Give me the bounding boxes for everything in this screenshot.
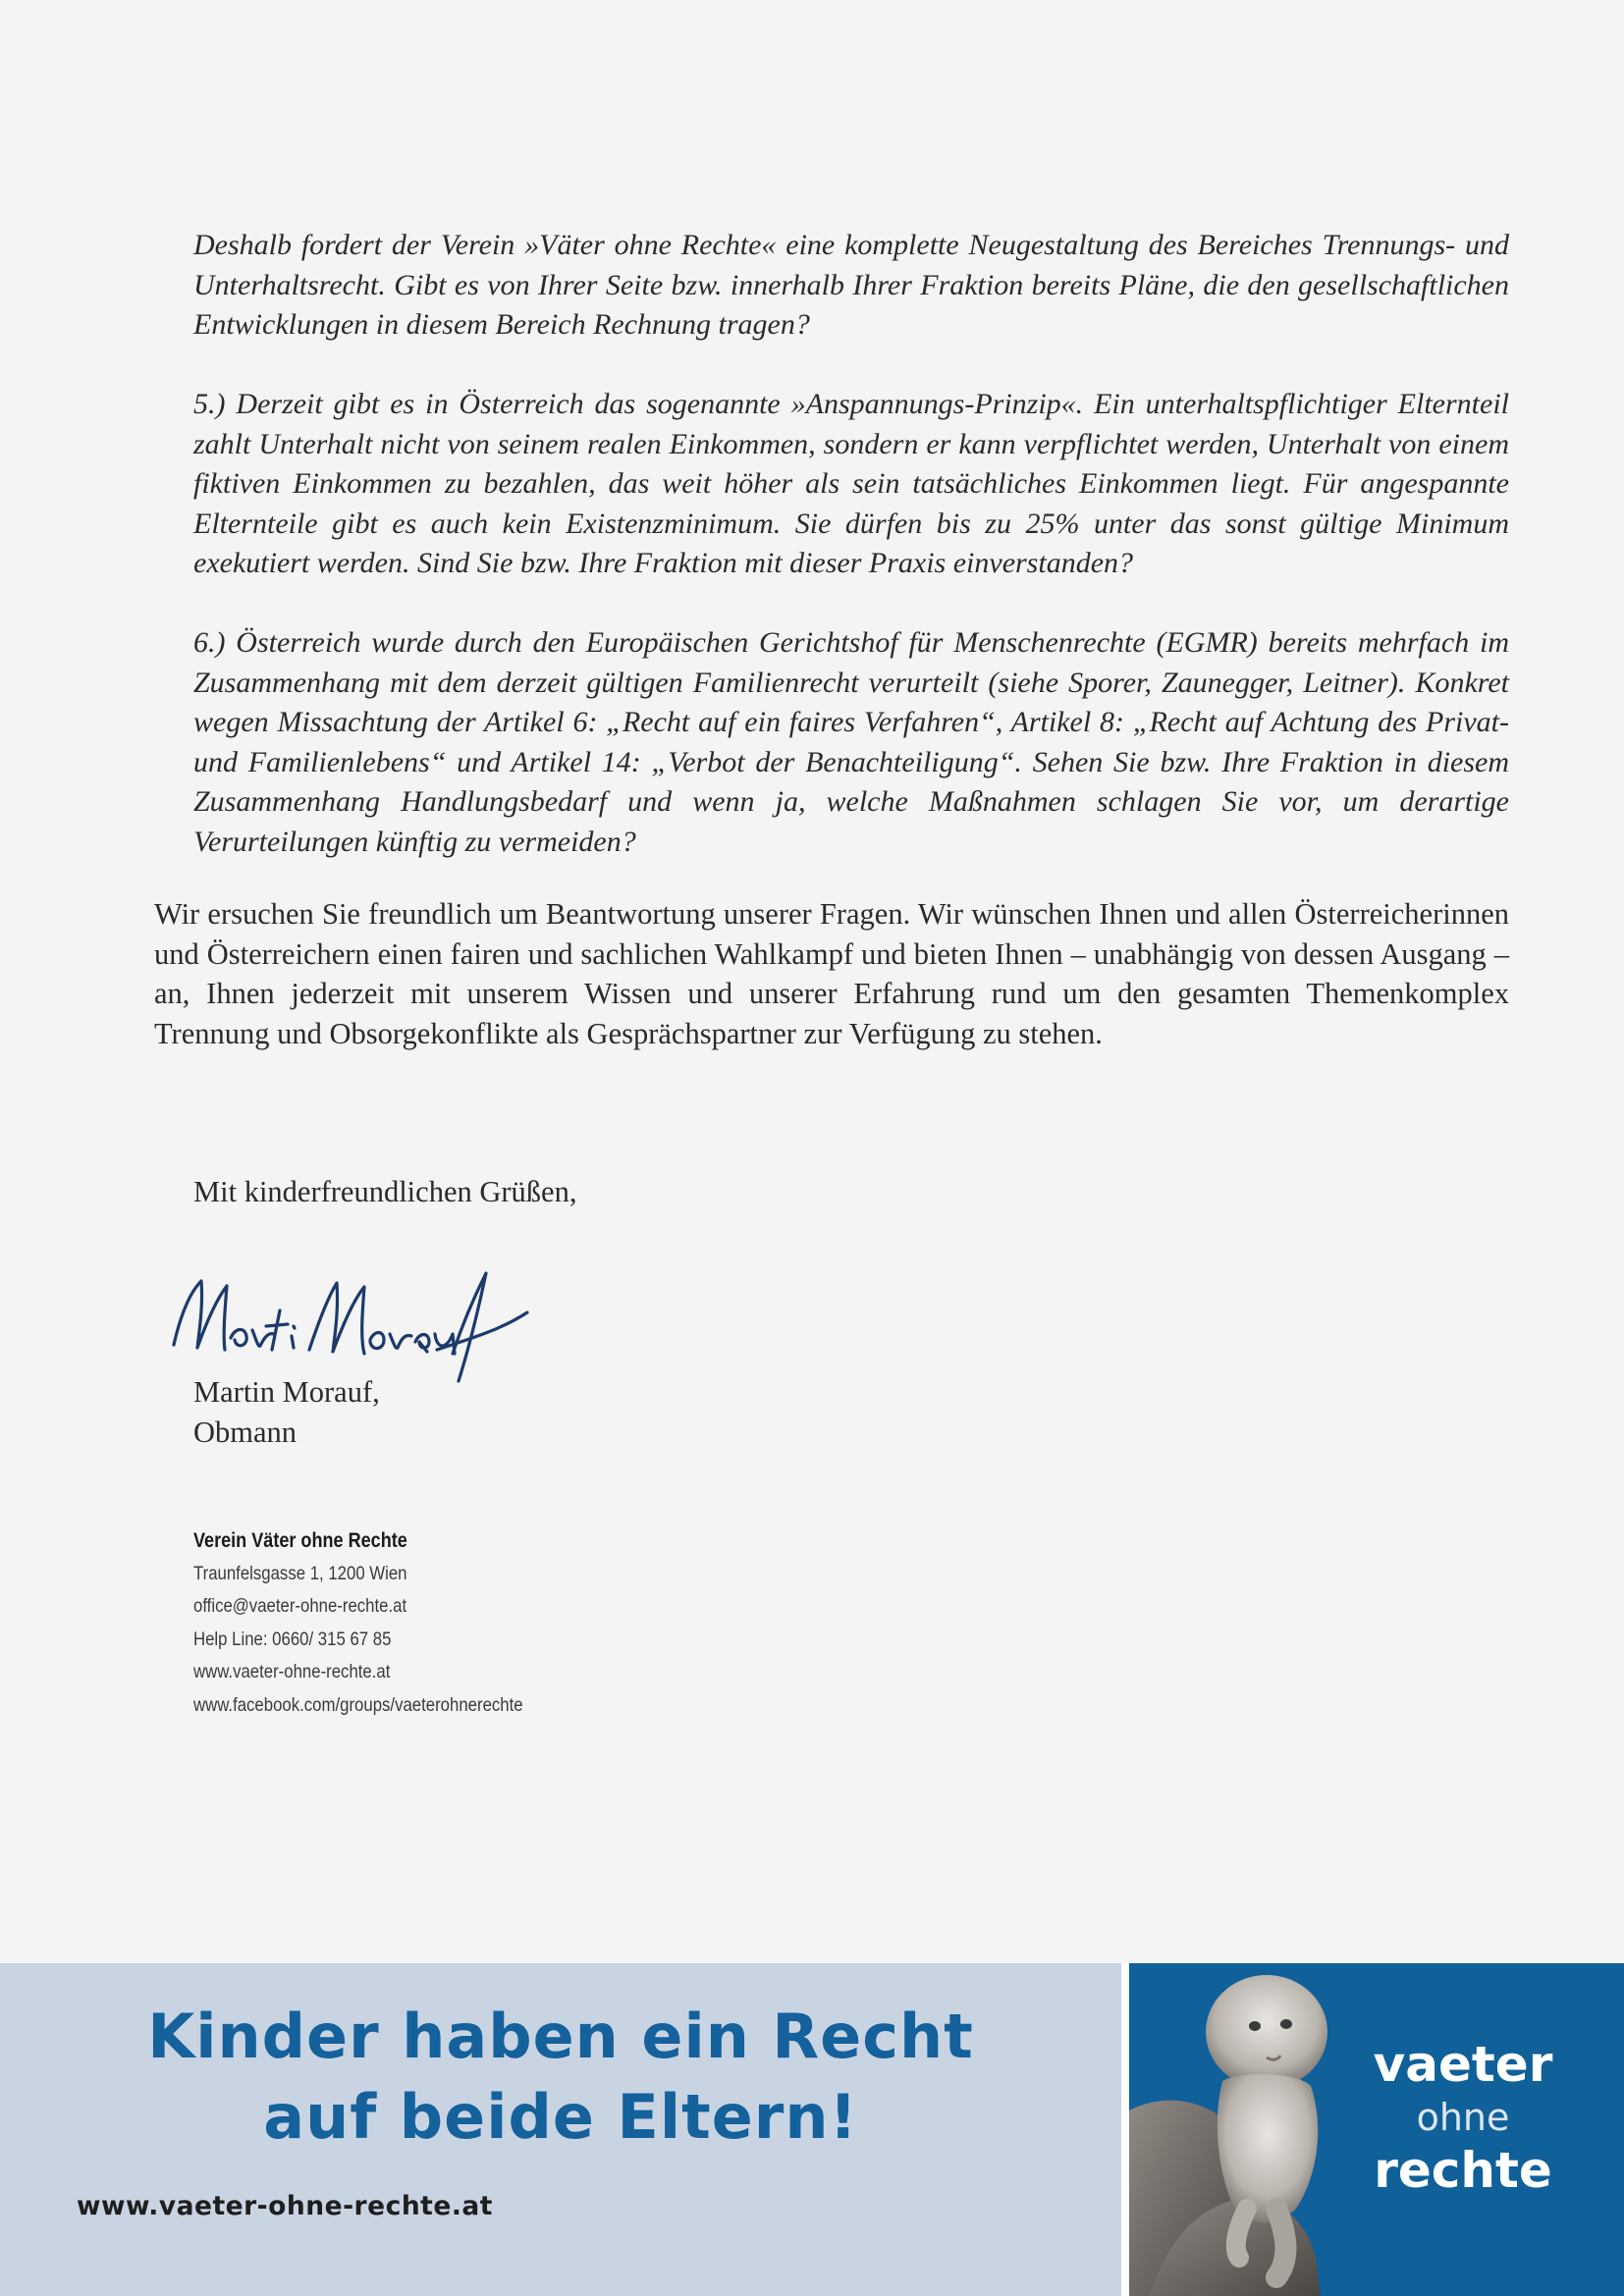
closing-paragraph: Wir ersuchen Sie freundlich um Beantwortung unserer Fragen. Wir wünschen Ihnen und allen Österreicherinnen und Österreichern einen fairen und sachlichen Wahlkampf und bieten Ihnen – unabhängig von dessen Ausgang – an, Ihnen jederzeit mit unserem Wissen und unserer Erfahrung rund um den gesamten Themenkomplex Trennung und Obsorgekonflikte als Gesprächspartner zur Verfügung zu stehen. xyxy=(154,897,1509,1050)
signer-name: Martin Morauf, xyxy=(193,1375,380,1409)
banner-url[interactable]: www.vaeter-ohne-rechte.at xyxy=(77,2191,493,2221)
contact-org: Verein Väter ohne Rechte xyxy=(193,1529,407,1552)
signer-block xyxy=(193,1372,380,1452)
contact-facebook[interactable]: www.facebook.com/groups/vaeterohnerechte xyxy=(193,1693,523,1716)
vaeter-ohne-rechte-logo xyxy=(1335,2036,1591,2199)
logo-line-3: rechte xyxy=(1374,2142,1552,2199)
contact-helpline: Help Line: 0660/ 315 67 85 xyxy=(193,1628,392,1650)
signer-role: Obmann xyxy=(193,1415,298,1449)
footer-banner-slogan xyxy=(0,1963,1121,2296)
contact-block xyxy=(193,1524,523,1722)
banner-divider xyxy=(1121,1963,1129,2296)
logo-line-1: vaeter xyxy=(1373,2036,1553,2093)
contact-website[interactable]: www.vaeter-ohne-rechte.at xyxy=(193,1661,391,1682)
contact-address: Traunfelsgasse 1, 1200 Wien xyxy=(193,1562,407,1584)
contact-email[interactable]: office@vaeter-ohne-rechte.at xyxy=(193,1595,407,1617)
footer-banner-logo xyxy=(1129,1963,1624,2296)
question-5: 5.) Derzeit gibt es in Österreich das sogenannte »Anspannungs-Prinzip«. Ein unterhaltspflichtiger Elternteil zahlt Unterhalt nicht von seinem realen Einkommen, sondern er kann verpflichtet werden, Unterhalt von einem fiktiven Einkommen zu bezahlen, das weit höher als sein tatsächliches Einkommen liegt. Für angespannte Elternteile gibt es auch kein Existenzminimum. Sie dürfen bis zu 25% unter das sonst gültige Minimum exekutiert werden. Sind Sie bzw. Ihre Fraktion mit dieser Praxis einverstanden? xyxy=(193,388,1509,579)
logo-line-2: ohne xyxy=(1416,2096,1510,2139)
greeting: Mit kinderfreundlichen Grüßen, xyxy=(193,1175,577,1208)
paragraph-intro: Deshalb fordert der Verein »Väter ohne Rechte« eine komplette Neugestaltung des Bereiches Trennungs- und Unterhaltsrecht. Gibt es von Ihrer Seite bzw. innerhalb Ihrer Fraktion bereits Pläne, die den gesellschaftlichen Entwicklungen in diesem Bereich Rechnung tragen? xyxy=(193,229,1509,341)
slogan-line-2: auf beide Eltern! xyxy=(263,2081,858,2153)
slogan-line-1: Kinder haben ein Recht xyxy=(147,2001,974,2072)
slogan xyxy=(0,1997,1121,2158)
question-6: 6.) Österreich wurde durch den Europäischen Gerichtshof für Menschenrechte (EGMR) bereits mehrfach im Zusammenhang mit dem derzeit gültigen Familienrecht verurteilt (siehe Sporer, Zaunegger, Leitner). Konkret wegen Missachtung der Artikel 6: „Recht auf ein faires Verfahren“, Artikel 8: „Recht auf Achtung des Privat- und Familienlebens“ und Artikel 14: „Verbot der Benachteiligung“. Sehen Sie bzw. Ihre Fraktion in diesem Zusammenhang Handlungsbedarf und wenn ja, welche Maßnahmen schlagen Sie vor, um derartige Verurteilungen künftig zu vermeiden? xyxy=(193,626,1509,858)
